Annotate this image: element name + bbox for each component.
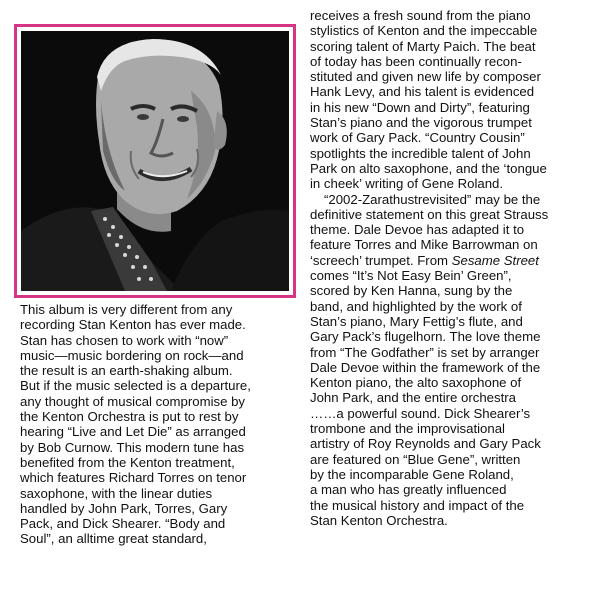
- paragraph-line: handled by John Park, Torres, Gary: [20, 500, 228, 516]
- paragraph-line: Hank Levy, and his talent is evidenced: [310, 84, 535, 100]
- paragraph-line: Park on alto saxophone, and the ‘tongue: [310, 160, 547, 176]
- paragraph-line: Dale Devoe within the framework of the: [310, 359, 541, 375]
- paragraph-line: theme. Dale Devoe has adapted it to: [310, 222, 525, 238]
- paragraph-line: But if the music selected is a departure,: [20, 378, 251, 394]
- paragraph-line: in his new “Down and Dirty”, featuring: [310, 99, 530, 115]
- photo-frame: [14, 24, 296, 298]
- paragraph-line: work of Gary Pack. “Country Cousin”: [310, 130, 525, 146]
- paragraph-line: [310, 253, 592, 268]
- paragraph-line: receives a fresh sound from the piano: [310, 8, 531, 23]
- paragraph-line: of today has been continually recon-: [310, 53, 522, 69]
- paragraph-line: Soul”, an alltime great standard,: [20, 531, 207, 547]
- paragraph-line: recording Stan Kenton has ever made.: [20, 317, 246, 333]
- paragraph-line: are featured on “Blue Gene”, written: [310, 451, 521, 467]
- paragraph-line: in cheek’ writing of Gene Roland.: [310, 176, 504, 192]
- paragraph-line: ……a powerful sound. Dick Shearer’s: [310, 405, 531, 421]
- paragraph-line: stituted and given new life by composer: [310, 69, 541, 85]
- paragraph-line: Stan’s piano and the vigorous trumpet: [310, 115, 532, 131]
- italic-title: Sesame Street: [451, 252, 539, 268]
- paragraph-line: a man who has greatly influenced: [310, 482, 507, 498]
- paragraph-line: Kenton piano, the alto saxophone of: [310, 375, 522, 391]
- paragraph-line: spotlights the incredible talent of John: [310, 145, 531, 161]
- paragraph-line: artistry of Roy Reynolds and Gary Pack: [310, 436, 541, 452]
- paragraph-line: benefited from the Kenton treatment,: [20, 454, 235, 470]
- paragraph-line: hearing “Live and Let Die” as arranged: [20, 424, 246, 440]
- paragraph-line: comes “It’s Not Easy Bein’ Green”,: [310, 268, 512, 284]
- portrait-photo-icon: [21, 31, 289, 291]
- paragraph-line: by the incomparable Gene Roland,: [310, 466, 514, 482]
- right-text-column: [310, 8, 592, 528]
- paragraph-line: Stan’s piano, Mary Fettig’s flute, and: [310, 313, 523, 329]
- paragraph-line: stylistics of Kenton and the impeccable: [310, 23, 538, 39]
- paragraph-line: music—music bordering on rock—and: [20, 347, 244, 363]
- paragraph-line: Gary Pack’s flugelhorn. The love theme: [310, 329, 541, 345]
- portrait-photo: [21, 31, 289, 291]
- paragraph-line: band, and highlighted by the work of: [310, 298, 522, 314]
- paragraph-line: Pack, and Dick Shearer. “Body and: [20, 516, 226, 532]
- left-text-column: [20, 302, 298, 547]
- paragraph-line: the Kenton Orchestra is put to rest by: [20, 409, 239, 425]
- paragraph-line: scored by Ken Hanna, sung by the: [310, 283, 513, 299]
- paragraph-line-text: ‘screech’ trumpet. From: [310, 252, 452, 268]
- paragraph-line: trombone and the improvisational: [310, 421, 505, 437]
- paragraph-line: by Bob Curnow. This modern tune has: [20, 439, 245, 455]
- paragraph-line: the result is an earth-shaking album.: [20, 363, 233, 379]
- paragraph-line: from “The Godfather” is set by arranger: [310, 344, 540, 360]
- paragraph-line: “2002-Zarathustrevisited” may be the: [324, 191, 541, 207]
- paragraph-line: any thought of musical compromise by: [20, 393, 246, 409]
- paragraph-line: John Park, and the entire orchestra: [310, 390, 516, 406]
- paragraph-line: Stan Kenton Orchestra.: [310, 512, 448, 528]
- paragraph-line: Stan has chosen to work with “now”: [20, 332, 229, 348]
- paragraph-line: This album is very different from any: [20, 302, 233, 317]
- paragraph-line: which features Richard Torres on tenor: [20, 470, 247, 486]
- paragraph-line: saxophone, with the linear duties: [20, 485, 213, 501]
- paragraph-line: definitive statement on this great Strauss: [310, 206, 549, 222]
- paragraph-line: scoring talent of Marty Paich. The beat: [310, 38, 536, 54]
- paragraph-line: the musical history and impact of the: [310, 497, 525, 513]
- paragraph-line: feature Torres and Mike Barrowman on: [310, 237, 538, 253]
